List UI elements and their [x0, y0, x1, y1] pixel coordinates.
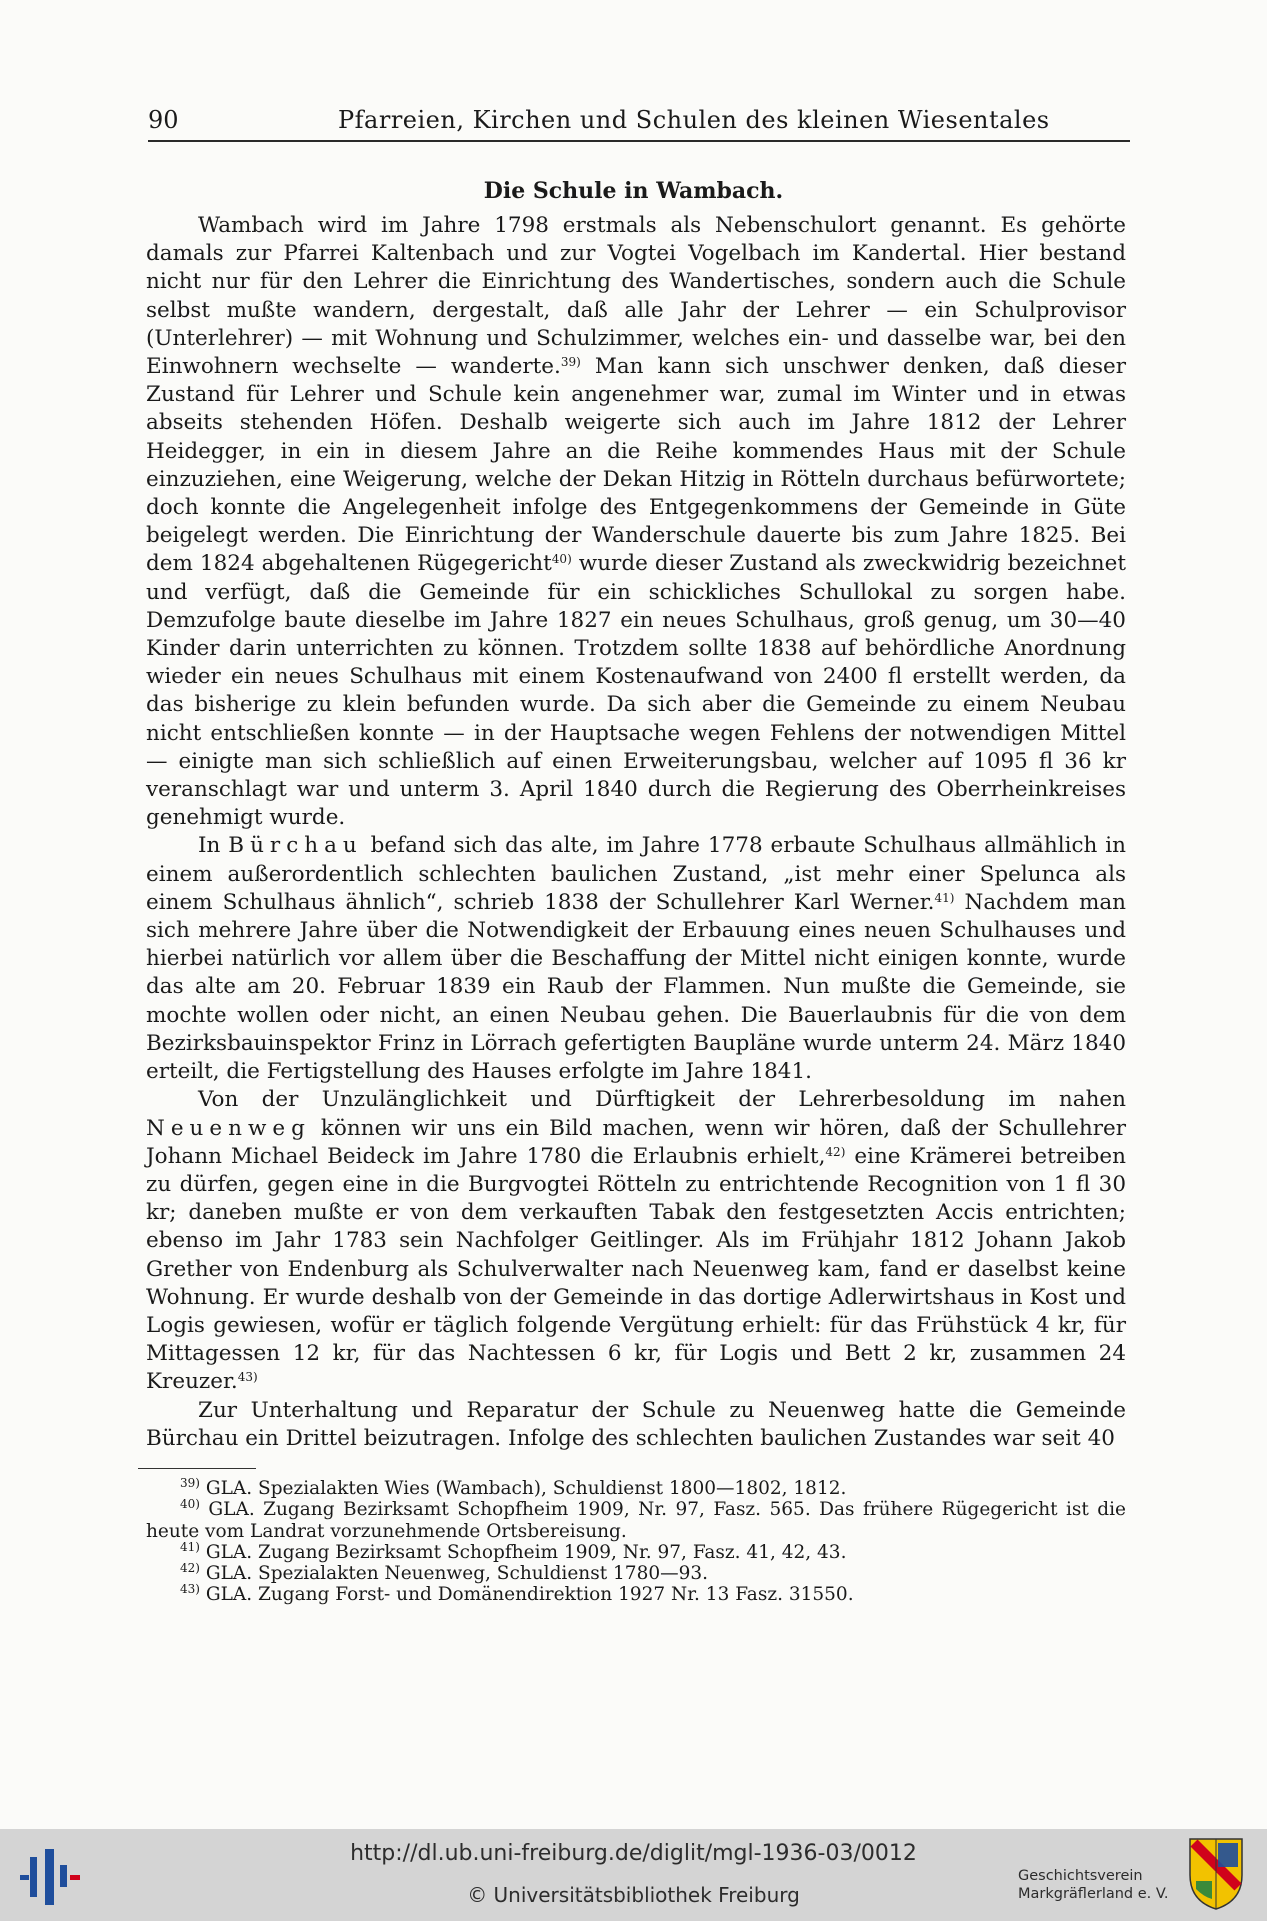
footnote — [146, 1563, 1126, 1584]
footnote-mark: 42) — [180, 1561, 200, 1576]
section-title: Die Schule in Wambach. — [483, 178, 784, 204]
footnotes — [146, 1478, 1126, 1606]
footnote-text: GLA. Zugang Bezirksamt Schopfheim 1909, Nr. 97, Fasz. 565. Das frühere Rügegericht ist die heute vom Landrat vorzunehmende Ortsbereisung. — [146, 1499, 1126, 1542]
running-head — [148, 102, 1130, 142]
footnote — [146, 1478, 1126, 1499]
coat-of-arms-icon — [1186, 1835, 1246, 1911]
place-name: Bürchau — [228, 833, 363, 859]
text-segment: können wir uns ein Bild machen, wenn wir hören, daß der Schullehrer Johann Michael Beideck im Jahre 1780 die Erlaubnis erhielt, — [146, 1115, 1126, 1169]
footnote — [146, 1584, 1126, 1605]
viewer-footer — [0, 1829, 1267, 1921]
text-segment: Wambach wird im Jahre 1798 erstmals als Nebenschulort genannt. Es gehörte damals zur Pfarrei Kaltenbach und zur Vogtei Vogelbach im Kandertal. Hier bestand nicht nur für den Lehrer die Einrichtung des Wandertisches, sondern auch die Schule selbst mußte wandern, dergestalt, daß alle Jahr der Lehrer — ein Schulprovisor (Unterlehrer) — mit Wohnung und Schulzimmer, welches ein- und dasselbe war, bei den Einwohnern wechselte — wanderte. — [146, 213, 1126, 380]
society-line: Markgräflerland e. V. — [1018, 1886, 1169, 1902]
footnote-ref: 43) — [237, 1370, 258, 1385]
footnote-ref: 40) — [551, 552, 572, 567]
footnote-text: GLA. Zugang Bezirksamt Schopfheim 1909, Nr. 97, Fasz. 41, 42, 43. — [199, 1541, 847, 1563]
paragraph-reparatur — [146, 1397, 1126, 1453]
footnote-text: GLA. Spezialakten Wies (Wambach), Schuldienst 1800—1802, 1812. — [199, 1478, 847, 1499]
paragraph-neuenweg — [146, 1086, 1126, 1396]
paragraph-buerchau — [146, 832, 1126, 1086]
footnote-ref: 39) — [560, 355, 581, 370]
place-name: Neuenweg — [146, 1115, 311, 1141]
page-number: 90 — [148, 106, 179, 134]
text-segment: Zur Unterhaltung und Reparatur der Schule zu Neuenweg hatte die Gemeinde Bürchau ein Drittel beizutragen. Infolge des schlechten baulichen Zustandes war seit 40 — [146, 1397, 1126, 1451]
society-line: Geschichtsverein — [1018, 1868, 1143, 1884]
paragraph-wambach — [146, 212, 1126, 832]
footnote-ref: 42) — [825, 1144, 846, 1159]
footnote — [146, 1539, 1126, 1563]
footnote-rule — [138, 1468, 256, 1469]
footnote-text: GLA. Spezialakten Neuenweg, Schuldienst 1780—93. — [199, 1563, 709, 1585]
document-url-link[interactable]: http://dl.ub.uni-freiburg.de/diglit/mgl-1936-03/0012 — [350, 1841, 917, 1866]
footnote-mark: 41) — [180, 1539, 200, 1554]
footnote-text: GLA. Zugang Forst- und Domänendirektion 1927 Nr. 13 Fasz. 31550. — [199, 1584, 854, 1606]
text-segment: Nachdem man sich mehrere Jahre über die Notwendigkeit der Erbauung eines neuen Schulhauses und hierbei natürlich vor allem über die Beschaffung der Mittel nicht einigen konnte, wurde das alte am 20. Februar 1839 ein Raub der Flammen. Nun mußte die Gemeinde, sie mochte wollen oder nicht, an einen Neubau gehen. Die Bauerlaubnis für die von dem Bezirksbauinspektor Frinz in Lörrach gefertigten Baupläne wurde unterm 24. März 1840 erteilt, die Fertigstellung des Hauses erfolgte im Jahre 1841. — [146, 889, 1127, 1085]
footnote — [146, 1499, 1126, 1542]
footnote-ref: 41) — [934, 890, 955, 905]
society-name[interactable] — [1018, 1867, 1178, 1903]
footnote-mark: 40) — [180, 1497, 200, 1512]
footnote-mark: 43) — [180, 1582, 200, 1597]
text-segment: wurde dieser Zustand als zweckwidrig bezeichnet und verfügt, daß die Gemeinde für ein schickliches Schullokal zu sorgen habe. Demzufolge baute dieselbe im Jahre 1827 ein neues Schulhaus, groß genug, um 30—40 Kinder darin unterrichten zu können. Trotzdem sollte 1838 auf behördliche Anordnung wieder ein neues Schulhaus mit einem Kostenaufwand von 2400 fl erstellt werden, da das bisherige zu klein befunden wurde. Da sich aber die Gemeinde zu einem Neubau nicht entschließen konnte — in der Hauptsache wegen Fehlens der notwendigen Mittel — einigte man sich schließlich auf einen Erweiterungsbau, welcher auf 1095 fl 36 kr veranschlagt war und unterm 3. April 1840 durch die Regierung des Oberrheinkreises genehmigt wurde. — [146, 551, 1126, 831]
body-text — [146, 212, 1126, 1453]
text-segment: eine Krämerei betreiben zu dürfen, gegen eine in die Burgvogtei Rötteln zu entrichtende Recognition von 1 fl 30 kr; daneben mußte er von dem verkauften Tabak den festgesetzten Accis entrichten; ebenso im Jahr 1783 sein Nachfolger Geitlinger. Als im Frühjahr 1812 Johann Jakob Grether von Endenburg als Schulverwalter nach Neuenweg kam, fand er daselbst keine Wohnung. Er wurde deshalb von der Gemeinde in das dortige Adlerwirtshaus in Kost und Logis gewiesen, wofür er täglich folgende Vergütung erhielt: für das Frühstück 4 kr, für Mittagessen 12 kr, für das Nachtessen 6 kr, für Logis und Bett 2 kr, zusammen 24 Kreuzer. — [146, 1143, 1126, 1395]
copyright-notice: © Universitätsbibliothek Freiburg — [467, 1883, 800, 1907]
text-segment: Von der Unzulänglichkeit und Dürftigkeit der Lehrerbesoldung im nahen — [198, 1087, 1126, 1113]
running-title: Pfarreien, Kirchen und Schulen des kleinen Wiesentales — [338, 106, 1050, 134]
text-segment: In — [198, 833, 229, 859]
text-segment: Man kann sich unschwer denken, daß dieser Zustand für Lehrer und Schule kein angenehmer war, zumal im Winter und in etwas abseits stehenden Höfen. Deshalb weigerte sich auch im Jahre 1812 der Lehrer Heidegger, in ein in diesem Jahre an die Reihe kommendes Haus mit der Schule einzuziehen, eine Weigerung, welche der Dekan Hitzig in Rötteln durchaus befürwortete; doch konnte die Angelegenheit infolge des Entgegenkommens der Gemeinde in Güte beigelegt werden. Die Einrichtung der Wanderschule dauerte bis zum Jahre 1825. Bei dem 1824 abgehaltenen Rügegericht — [146, 354, 1127, 577]
footnote-mark: 39) — [180, 1476, 200, 1490]
text-segment: befand sich das alte, im Jahre 1778 erbaute Schulhaus allmählich in einem außerordentlich schlechten baulichen Zustand, „ist mehr einer Spelunca als einem Schulhaus ähnlich“, schrieb 1838 der Schullehrer Karl Werner. — [146, 833, 1126, 915]
